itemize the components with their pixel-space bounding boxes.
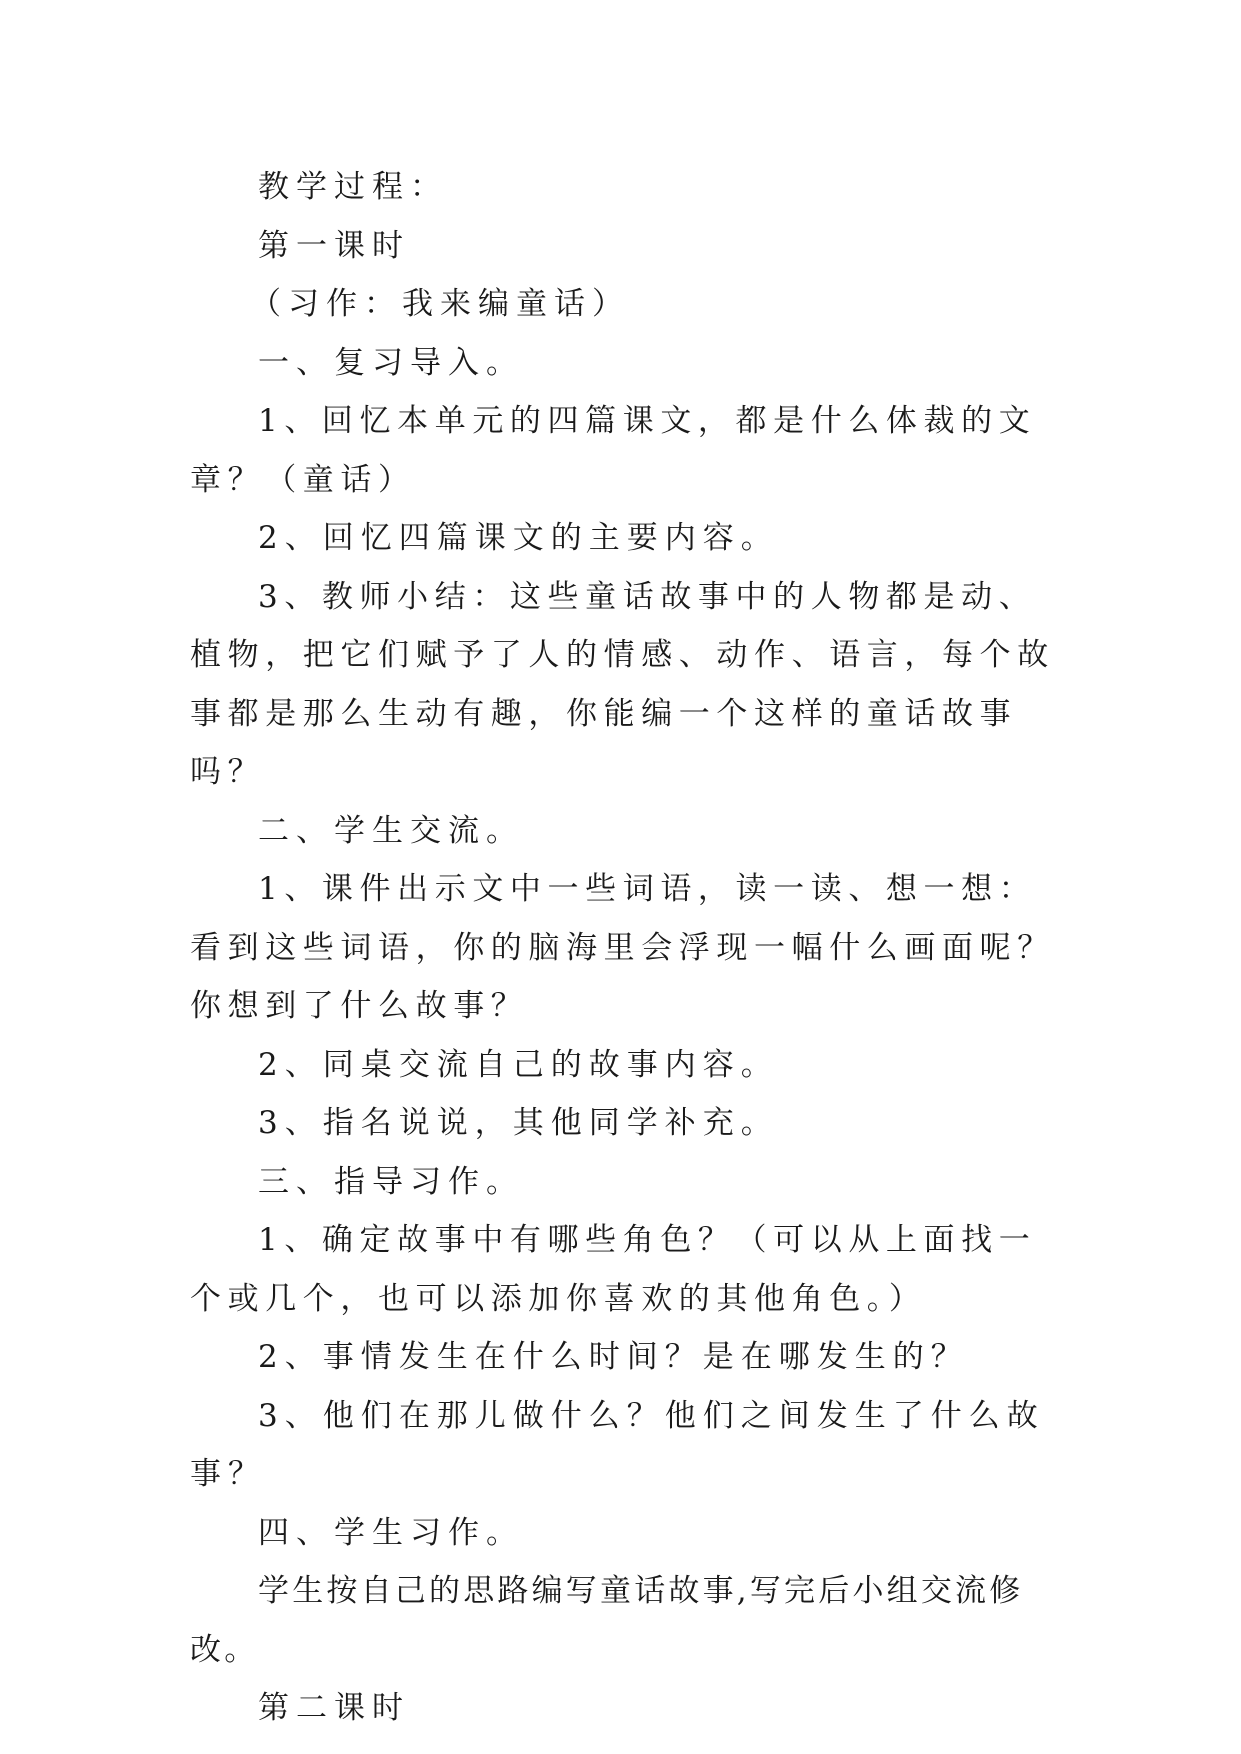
step-heading-2: 二、学生交流。 (258, 812, 524, 849)
step-heading-1: 一、复习导入。 (258, 344, 524, 381)
document-body (190, 158, 1065, 1738)
paragraph: 2、回忆四篇课文的主要内容。 (258, 520, 779, 556)
paragraph: 3、他们在那儿做什么？他们之间发生了什么故事？ (190, 1397, 1045, 1492)
section-heading-teaching-process: 教学过程： (258, 169, 448, 205)
lesson-subtitle: （习作：我来编童话） (250, 286, 630, 322)
step-heading-4: 四、学生习作。 (258, 1514, 524, 1551)
paragraph: 3、指名说说，其他同学补充。 (258, 1105, 779, 1141)
paragraph: 2、事情发生在什么时间？是在哪发生的？ (258, 1339, 969, 1375)
paragraph: 1、确定故事中有哪些角色？（可以从上面找一个或几个，也可以添加你喜欢的其他角色。） (190, 1222, 1037, 1317)
paragraph: 1、回忆本单元的四篇课文，都是什么体裁的文章？（童话） (190, 403, 1037, 498)
paragraph: 2、同桌交流自己的故事内容。 (258, 1046, 779, 1083)
paragraph: 3、教师小结：这些童话故事中的人物都是动、植物，把它们赋予了人的情感、动作、语言，每个故事都是那么生动有趣，你能编一个这样的童话故事吗？ (190, 578, 1055, 790)
lesson-heading-first: 第一课时 (258, 227, 410, 264)
paragraph: 学生按自己的思路编写童话故事,写完后小组交流修改。 (190, 1573, 1024, 1668)
step-heading-3: 三、指导习作。 (258, 1163, 524, 1200)
lesson-heading-second: 第二课时 (258, 1690, 410, 1726)
paragraph: 1、课件出示文中一些词语，读一读、想一想：看到这些词语，你的脑海里会浮现一幅什么画面呢？你想到了什么故事？ (190, 871, 1055, 1024)
